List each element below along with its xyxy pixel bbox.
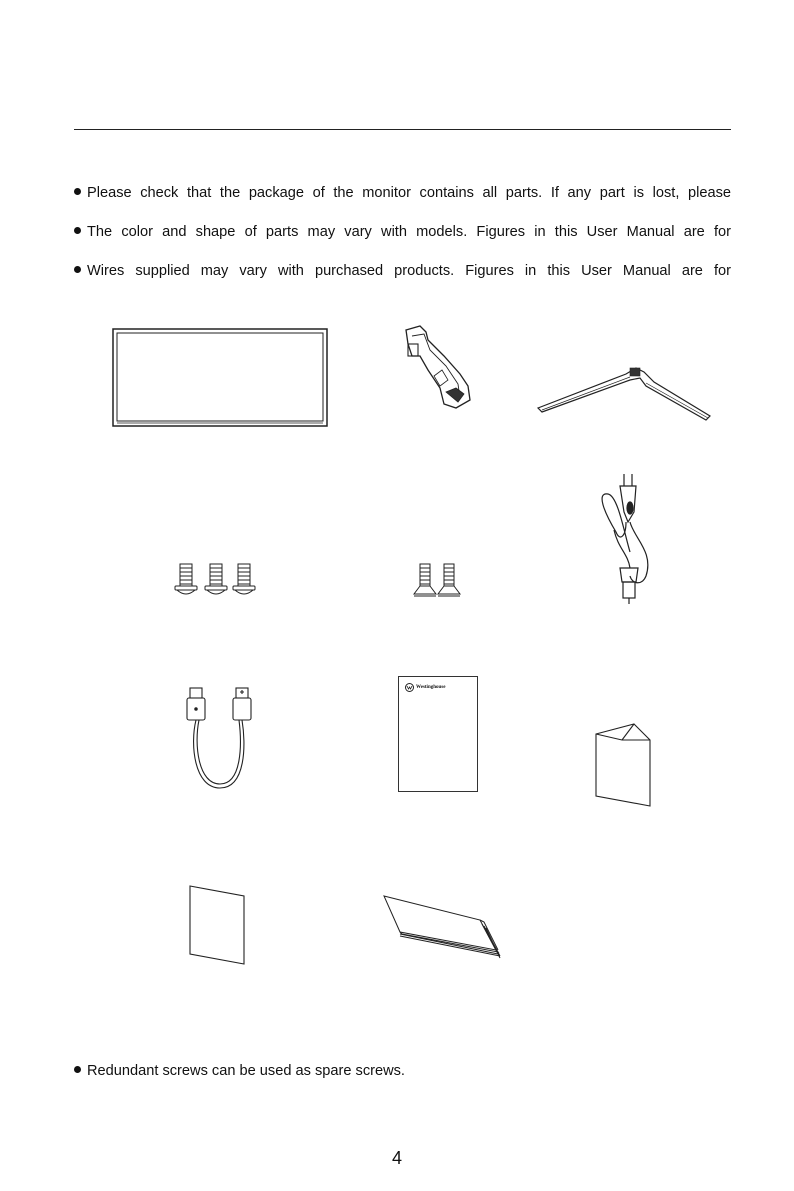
footer-note: Redundant screws can be used as spare screws. [74, 1062, 405, 1080]
user-manual-illustration [398, 676, 478, 792]
header-rule [74, 129, 731, 130]
quick-guide-sheet-illustration [188, 882, 248, 966]
screws-three-illustration [172, 560, 262, 600]
note-wires-vary: Wires supplied may vary with purchased products. Figures in this User Manual are for [74, 262, 731, 280]
bullet-icon [74, 266, 81, 273]
folded-leaflet-illustration [594, 718, 656, 808]
page-number: 4 [391, 1148, 402, 1168]
stand-neck-illustration [398, 322, 478, 412]
screws-two-illustration [412, 560, 472, 602]
power-cord-illustration [594, 472, 654, 606]
note-parts-vary: The color and shape of parts may vary with models. Figures in this User Manual are for [74, 223, 731, 241]
bullet-icon [74, 188, 81, 195]
note-package-check: Please check that the package of the monitor contains all parts. If any part is lost, please [74, 184, 731, 202]
card-stack-illustration [378, 892, 502, 956]
stand-base-illustration [536, 364, 716, 422]
hdmi-cable-illustration [180, 684, 260, 796]
monitor-illustration [112, 328, 328, 428]
brand-emblem-icon [405, 683, 414, 692]
bullet-icon [74, 1066, 81, 1073]
manual-brand-logo: Westinghouse [405, 683, 445, 692]
bullet-icon [74, 227, 81, 234]
